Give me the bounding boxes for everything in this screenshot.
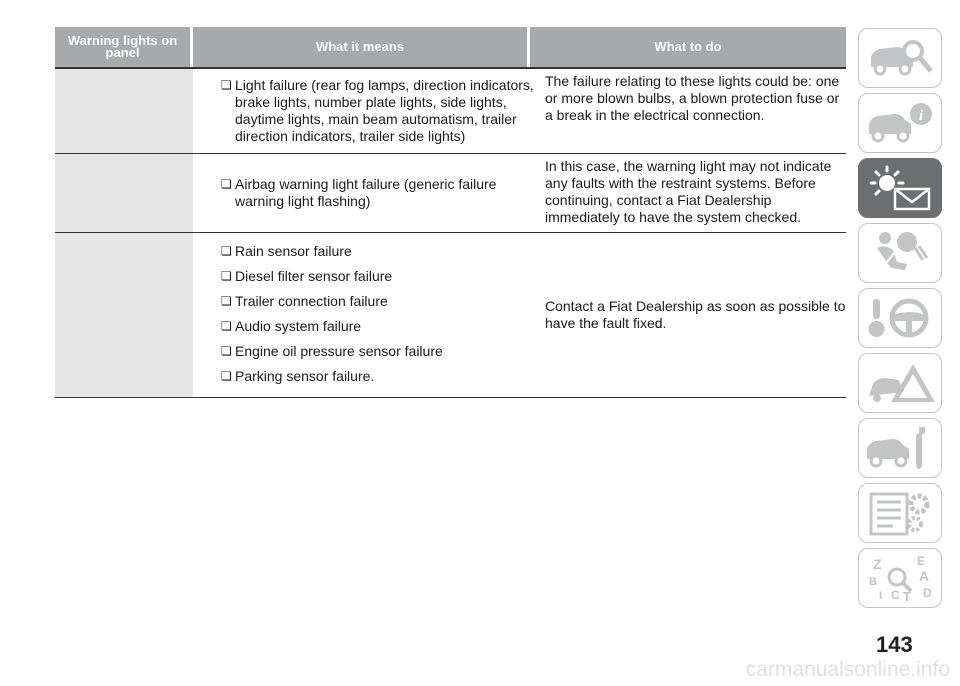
header-what-it-means: What it means — [193, 27, 527, 67]
car-magnifier-icon — [863, 33, 937, 83]
watermark: carmanualsonline.info — [745, 658, 950, 681]
warning-light-cell — [55, 69, 193, 153]
warning-light-envelope-icon — [863, 163, 937, 213]
table-row — [55, 233, 846, 398]
action-cell: The failure relating to these lights could be: one or more blown bulbs, a blown protection fuse or a break in the electrical connection. — [545, 73, 840, 123]
list-item: ❏ Trailer connection failure — [221, 293, 543, 310]
tab-warning-lights[interactable] — [858, 158, 942, 218]
tab-in-an-emergency[interactable] — [858, 353, 942, 413]
table-header — [55, 27, 846, 69]
index-letter: T — [903, 589, 911, 603]
tab-emergency[interactable] — [858, 223, 942, 283]
header-warning-lights: Warning lights on panel — [55, 27, 190, 67]
action-text: Contact a Fiat Dealership as soon as possible to have the fault fixed. — [545, 298, 846, 331]
chapter-tabs — [858, 28, 944, 613]
car-wrench-icon — [863, 423, 937, 473]
car-info-icon — [863, 98, 937, 148]
airbag-passenger-icon — [863, 228, 937, 278]
header-what-to-do: What to do — [530, 27, 846, 67]
spec-sheet-gear-icon — [863, 488, 937, 538]
tab-starting-driving[interactable] — [858, 288, 942, 348]
meaning-cell — [193, 69, 543, 153]
page-number: 143 — [876, 632, 913, 657]
meaning-cell — [193, 233, 543, 397]
list-item: ❏ Diesel filter sensor failure — [221, 268, 543, 285]
tab-index[interactable] — [858, 548, 942, 608]
warning-lights-table — [55, 27, 846, 398]
tab-servicing[interactable] — [858, 418, 942, 478]
index-letter: B — [869, 576, 877, 588]
warning-light-cell — [55, 233, 193, 397]
action-cell — [543, 233, 846, 397]
list-item: ❏ Light failure (rear fog lamps, direction indicators, brake lights, number plate lights, side lights, daytime lights, main beam automatism, trailer direction indicators, trailer side lights) — [221, 77, 543, 145]
index-letter: I — [879, 590, 883, 602]
index-letter: D — [923, 586, 932, 600]
list-item: ❏ Airbag warning light failure (generic failure warning light flashing) — [221, 176, 543, 210]
index-letter: E — [917, 554, 926, 568]
index-letter: Z — [873, 556, 882, 572]
index-letter: C — [891, 588, 900, 602]
action-cell: In this case, the warning light may not indicate any faults with the restraint systems. Before continuing, contact a Fiat Dealership immediately to have the system checked. — [545, 158, 832, 225]
list-item: ❏ Engine oil pressure sensor failure — [221, 343, 543, 360]
tab-safety[interactable] — [858, 93, 942, 153]
meaning-cell — [193, 154, 543, 232]
table-row — [55, 154, 846, 233]
table-row — [55, 69, 846, 154]
alphabet-index-icon — [863, 553, 937, 603]
key-steering-wheel-icon — [863, 293, 937, 343]
tab-getting-to-know-car[interactable] — [858, 28, 942, 88]
warning-light-cell — [55, 154, 193, 232]
list-item: ❏ Parking sensor failure. — [221, 368, 543, 385]
index-letter: A — [919, 568, 930, 584]
svg-text:i: i — [918, 108, 924, 124]
tab-technical-data[interactable] — [858, 483, 942, 543]
list-item: ❏ Rain sensor failure — [221, 243, 543, 260]
car-warning-triangle-icon — [863, 358, 937, 408]
list-item: ❏ Audio system failure — [221, 318, 543, 335]
